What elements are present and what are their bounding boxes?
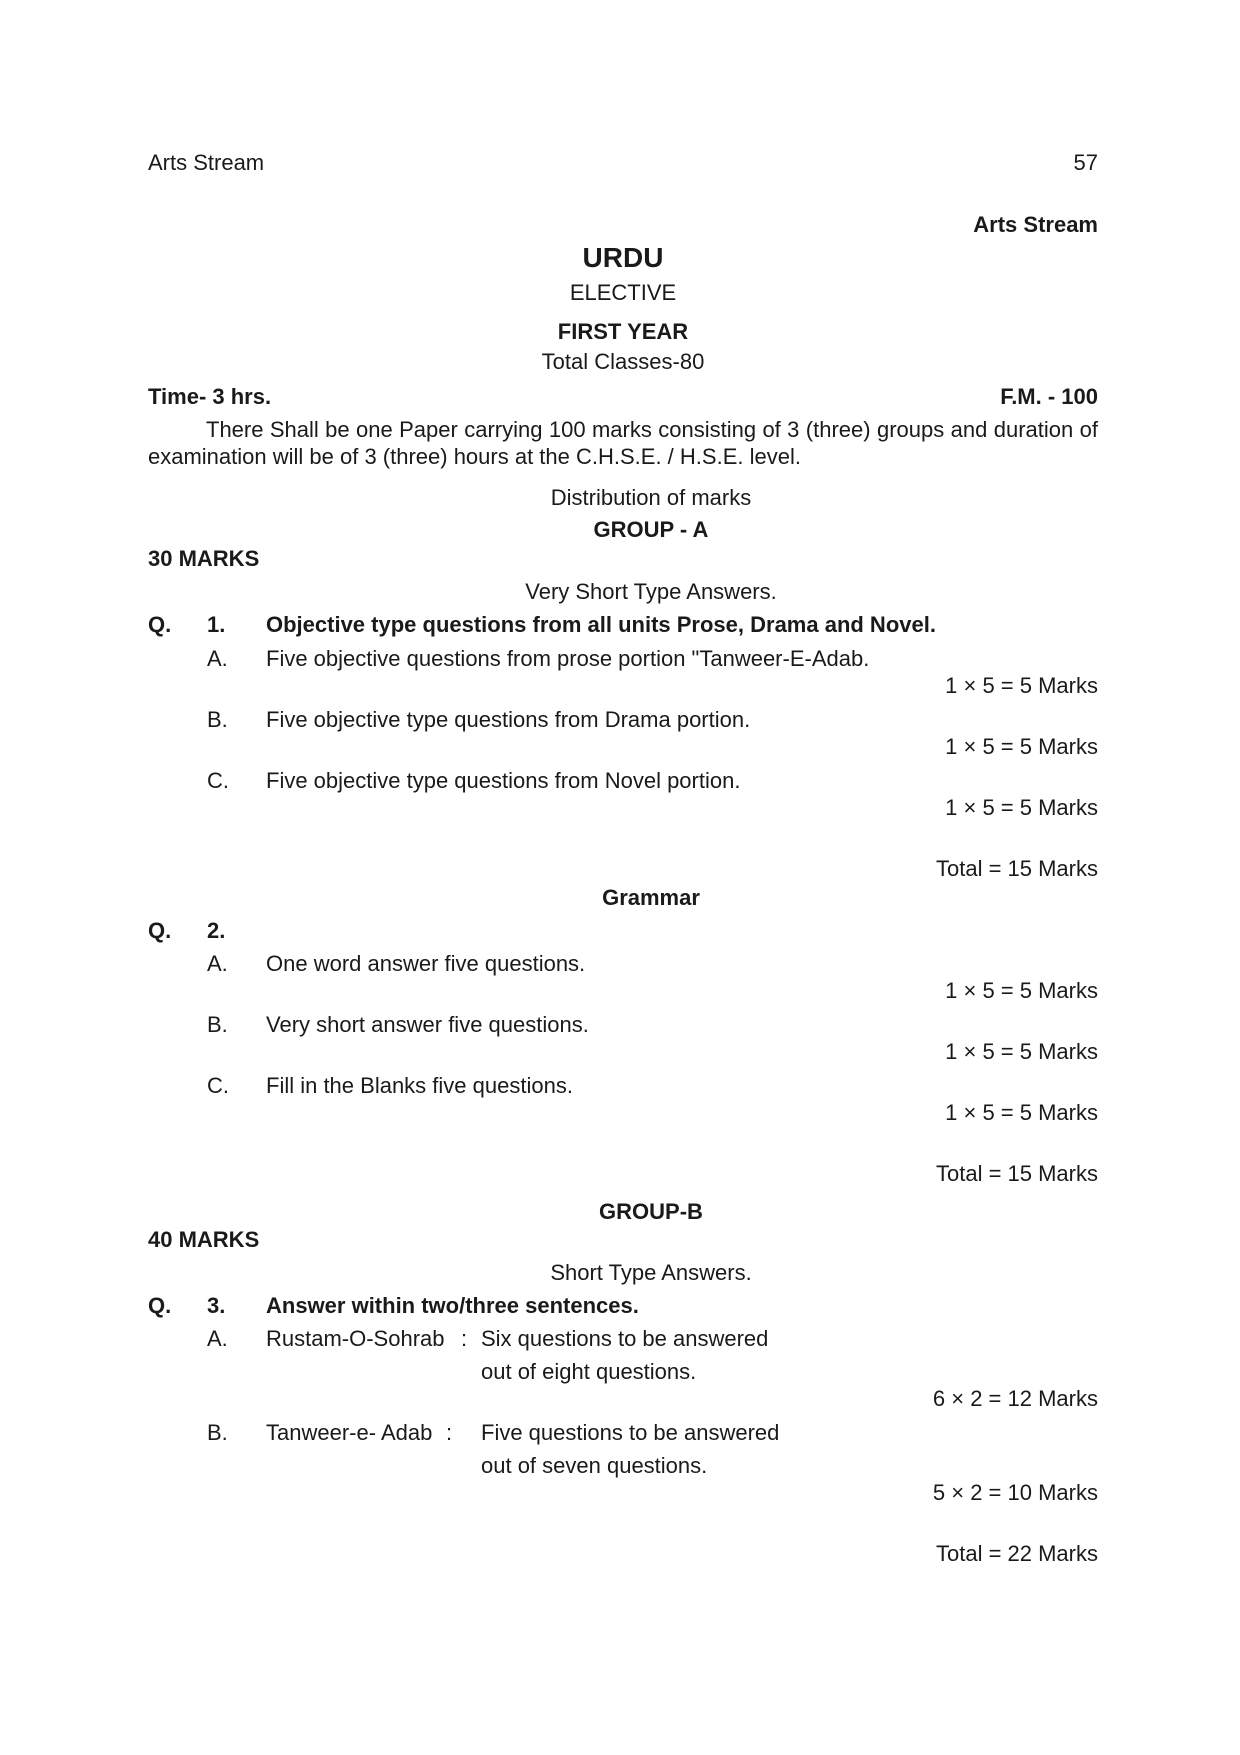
- q3-item-line1: Five questions to be answered: [481, 1420, 780, 1445]
- distribution-heading: Distribution of marks: [550, 485, 752, 510]
- q1-total: Total = 15 Marks: [935, 856, 1098, 881]
- q3-total: Total = 22 Marks: [935, 1541, 1098, 1566]
- q1-item-marks: 1 × 5 = 5 Marks: [945, 673, 1098, 698]
- q2-item-marks: 1 × 5 = 5 Marks: [945, 1039, 1098, 1064]
- q2-item-letter: A.: [207, 951, 228, 976]
- q1-item-letter: B.: [207, 707, 228, 732]
- intro-text: There Shall be one Paper carrying 100 marks consisting of 3 (three) groups and duration of examination will be of 3 (three) hours at the C.H.S.E. / H.S.E. level.: [148, 417, 1098, 469]
- stream-label: Arts Stream: [973, 212, 1098, 237]
- q3-item-line2: out of seven questions.: [481, 1453, 708, 1478]
- intro-paragraph: [148, 416, 1098, 470]
- group-b-title: GROUP-B: [599, 1199, 703, 1224]
- time-label: Time- 3 hrs.: [148, 384, 272, 409]
- q3-item-line2: out of eight questions.: [481, 1359, 697, 1384]
- q2-item-marks: 1 × 5 = 5 Marks: [945, 978, 1098, 1003]
- full-marks: F.M. - 100: [1000, 384, 1098, 409]
- group-a-marks: 30 MARKS: [148, 546, 260, 571]
- page-number: 57: [1073, 150, 1098, 175]
- q2-item-text: Fill in the Blanks five questions.: [266, 1073, 573, 1098]
- total-classes: Total Classes-80: [541, 349, 705, 374]
- group-b-marks: 40 MARKS: [148, 1227, 260, 1252]
- q2-item-letter: B.: [207, 1012, 228, 1037]
- grammar-heading: Grammar: [602, 885, 700, 910]
- group-a-type: Very Short Type Answers.: [525, 579, 777, 604]
- group-a-title: GROUP - A: [593, 517, 709, 542]
- q2-label: Q.: [148, 918, 172, 943]
- q1-item-text: Five objective type questions from Drama portion.: [266, 707, 751, 732]
- group-b-type: Short Type Answers.: [550, 1260, 752, 1285]
- q3-number: 3.: [207, 1293, 226, 1318]
- q2-item-text: Very short answer five questions.: [266, 1012, 589, 1037]
- q1-item-text: Five objective type questions from Novel portion.: [266, 768, 741, 793]
- q3-item-colon: :: [461, 1326, 468, 1351]
- q3-item-marks: 5 × 2 = 10 Marks: [932, 1480, 1098, 1505]
- running-header-left: Arts Stream: [148, 150, 265, 175]
- q3-item-line1: Six questions to be answered: [481, 1326, 769, 1351]
- q3-item-letter: B.: [207, 1420, 228, 1445]
- q1-item-letter: A.: [207, 646, 228, 671]
- q1-item-letter: C.: [207, 768, 229, 793]
- subject-title: URDU: [582, 242, 664, 273]
- q1-title: Objective type questions from all units Prose, Drama and Novel.: [266, 612, 936, 637]
- q1-item-text: Five objective questions from prose portion "Tanweer-E-Adab.: [266, 646, 870, 671]
- subtitle: ELECTIVE: [569, 280, 677, 305]
- q3-item-book: Tanweer-e- Adab: [266, 1420, 433, 1445]
- q2-number: 2.: [207, 918, 226, 943]
- q3-item-book: Rustam-O-Sohrab: [266, 1326, 445, 1351]
- q2-total: Total = 15 Marks: [935, 1161, 1098, 1186]
- q1-item-marks: 1 × 5 = 5 Marks: [945, 734, 1098, 759]
- q1-number: 1.: [207, 612, 226, 637]
- q2-item-marks: 1 × 5 = 5 Marks: [945, 1100, 1098, 1125]
- q3-item-marks: 6 × 2 = 12 Marks: [932, 1386, 1098, 1411]
- q1-item-marks: 1 × 5 = 5 Marks: [945, 795, 1098, 820]
- q3-title: Answer within two/three sentences.: [266, 1293, 639, 1318]
- q3-label: Q.: [148, 1293, 172, 1318]
- q2-item-text: One word answer five questions.: [266, 951, 586, 976]
- q3-item-letter: A.: [207, 1326, 228, 1351]
- year-heading: FIRST YEAR: [557, 319, 689, 344]
- q2-item-letter: C.: [207, 1073, 229, 1098]
- q3-item-colon: :: [446, 1420, 453, 1445]
- q1-label: Q.: [148, 612, 172, 637]
